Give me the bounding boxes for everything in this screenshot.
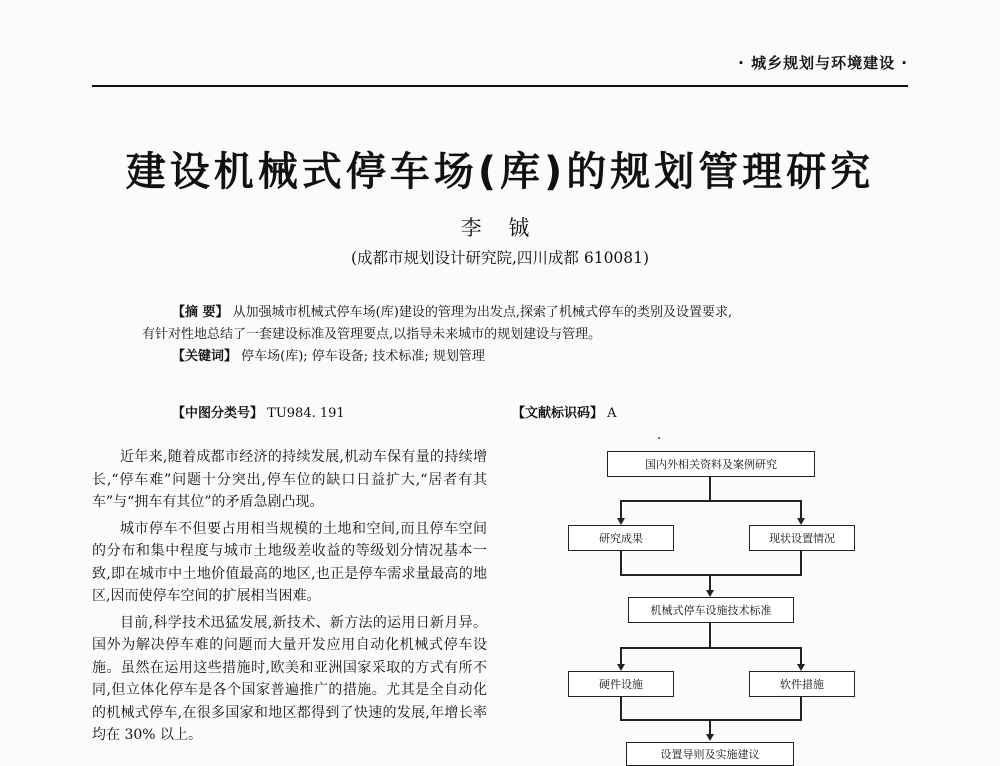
- flow-line: [620, 574, 802, 576]
- abstract-line-1: [172, 302, 892, 324]
- paper-title: 建设机械式停车场(库)的规划管理研究: [125, 149, 875, 195]
- flow-line: [800, 551, 802, 574]
- journal-section-header: · 城乡规划与环境建设 ·: [738, 54, 908, 72]
- flow-line: [800, 500, 802, 518]
- body-paragraph-3: 目前,科学技术迅猛发展,新技术、新方法的运用日新月异。国外为解决停车难的问题而大量开发应用自动化机械式停车设施。虽然在运用这些措施时,欧美和亚洲国家采取的方式有所不同,但立体化停车是各个国家普遍推广的措施。尤其是全自动化的机械式停车,在很多国家和地区都得到了快速的发展,年增长率均在 30% 以上。: [92, 614, 487, 743]
- scan-dot: [658, 437, 660, 439]
- flow-line: [800, 647, 802, 664]
- flow-node-results: 研究成果: [568, 525, 674, 551]
- flow-line: [620, 500, 800, 502]
- keywords-text: 停车场(库); 停车设备; 技术标准; 规划管理: [241, 349, 485, 364]
- flow-line: [709, 623, 711, 647]
- affiliation: (成都市规划设计研究院,四川成都 610081): [350, 249, 650, 267]
- clc-label: 【中图分类号】: [172, 406, 264, 421]
- flow-arrow: [706, 590, 714, 597]
- flow-line: [620, 500, 622, 518]
- flow-arrow: [706, 734, 714, 741]
- keywords-label: 【关键词】: [172, 349, 238, 364]
- body-paragraph-2: 城市停车不但要占用相当规模的土地和空间,而且停车空间的分布和集中程度与城市土地级差收益的等级划分情况基本一致,即在城市中土地价值最高的地区,也正是停车需求量最高的地区,因而使停车空间的扩展相当困难。: [92, 520, 487, 604]
- flow-line: [800, 697, 802, 719]
- doc-value: A: [607, 406, 617, 421]
- abstract-text-2: 有针对性地总结了一套建设标准及管理要点,以指导未来城市的规划建设与管理。: [142, 327, 602, 342]
- clc-value: TU984. 191: [267, 406, 345, 421]
- flow-line: [709, 574, 711, 590]
- flow-line: [620, 647, 802, 649]
- flow-line: [709, 719, 711, 735]
- abstract-block: [142, 302, 892, 368]
- flow-arrow: [797, 664, 805, 671]
- document-code: [512, 402, 617, 421]
- flow-arrow: [617, 518, 625, 525]
- flow-node-research: 国内外相关资料及案例研究: [607, 451, 815, 477]
- abstract-label: 【摘 要】: [172, 305, 229, 320]
- flow-arrow: [617, 664, 625, 671]
- flow-line: [620, 719, 802, 721]
- flow-node-standard: 机械式停车设施技术标准: [628, 597, 794, 623]
- flow-node-current: 现状设置情况: [749, 525, 855, 551]
- flow-node-guideline: 设置导则及实施建议: [626, 742, 794, 766]
- flow-node-software: 软件措施: [749, 671, 855, 697]
- author: 李 铖: [460, 216, 540, 240]
- body-text: [92, 446, 487, 751]
- clc-number: [172, 402, 345, 421]
- flow-line: [709, 477, 711, 500]
- keywords-line: [172, 346, 892, 368]
- flow-line: [620, 697, 622, 719]
- body-paragraph-1: 近年来,随着成都市经济的持续发展,机动车保有量的持续增长,“停车难”问题十分突出,停车位的缺口日益扩大,“居者有其车”与“拥车有其位”的矛盾急剧凸现。: [92, 449, 487, 510]
- abstract-text-1: 从加强城市机械式停车场(库)建设的管理为出发点,探索了机械式停车的类别及设置要求,: [232, 305, 733, 320]
- flow-node-hardware: 硬件设施: [568, 671, 674, 697]
- flow-arrow: [797, 518, 805, 525]
- flow-line: [620, 551, 622, 574]
- doc-label: 【文献标识码】: [512, 406, 604, 421]
- flow-line: [620, 647, 622, 664]
- header-rule: [92, 85, 908, 87]
